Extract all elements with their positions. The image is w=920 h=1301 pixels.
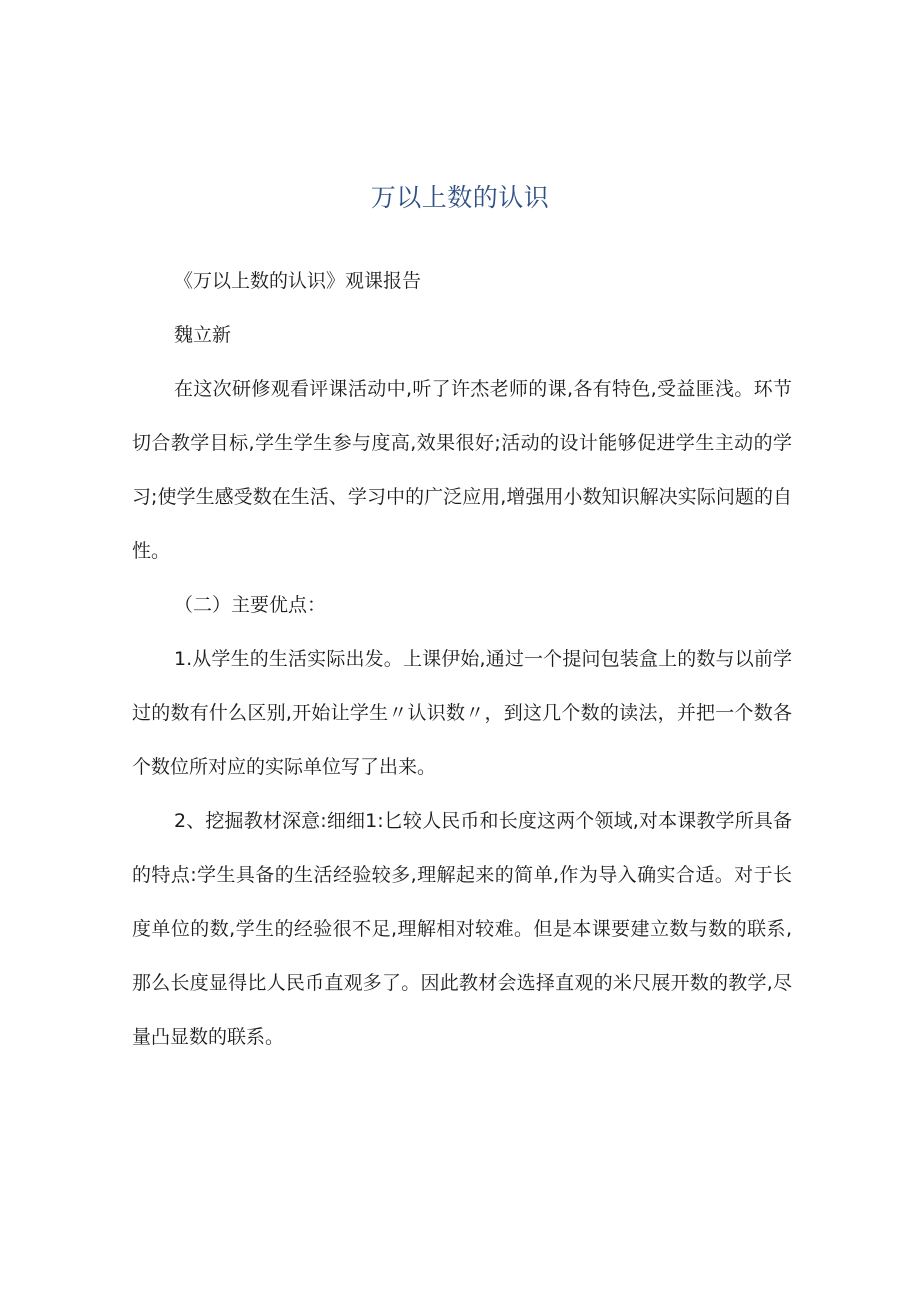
point-two-paragraph: 2、挖掘教材深意:细细1:匕较人民币和长度这两个领域,对本课教学所具备的特点:学生具备的生活经验较多,理解起来的简单,作为导入确实合适。对于长度单位的数,学生的经验很不足,理解相对较难。但是本课要建立数与数的联系,那么长度显得比人民币直观多了。因此教材会选择直观的米尺展开数的教学,尽量凸显数的联系。	[132, 810, 792, 1048]
document-title: 万以上数的认识	[370, 183, 550, 212]
intro-paragraph: 在这次研修观看评课活动中,听了许杰老师的课,各有特色,受益匪浅。环节切合教学目标,学生学生参与度高,效果很好;活动的设计能够促进学生主动的学习;使学生感受数在生活、学习中的广泛应用,增强用小数知识解决实际问题的自性。	[132, 378, 792, 562]
author-name: 魏立新	[174, 324, 232, 346]
section-heading: （二）主要优点：	[174, 594, 327, 616]
point-one-paragraph: 1.从学生的生活实际出发。上课伊始,通过一个提问包装盒上的数与以前学过的数有什么区别,开始让学生〃认识数〃，到这几个数的读法，并把一个数各个数位所对应的实际单位写了出来。	[132, 648, 792, 778]
report-subtitle: 《万以上数的认识》观课报告	[174, 270, 422, 292]
document-body	[132, 254, 792, 1064]
